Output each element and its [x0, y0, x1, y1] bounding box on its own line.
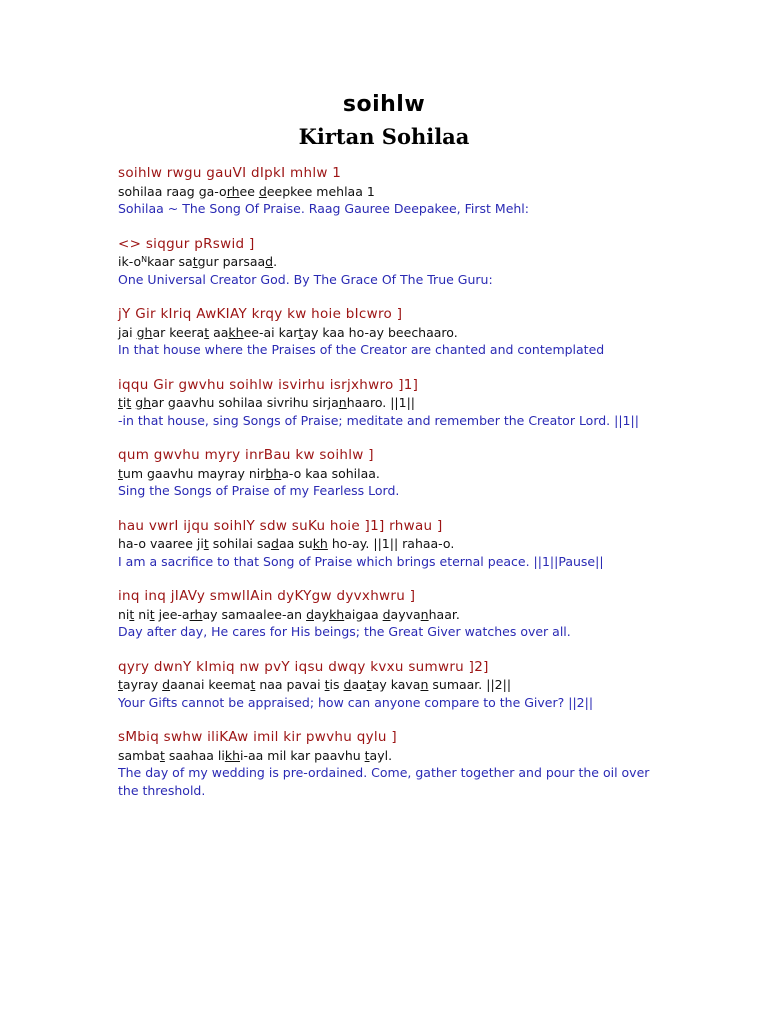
- translation-line: The day of my wedding is pre-ordained. Come, gather together and pour the oil over the threshold.: [118, 765, 650, 798]
- translation-line: In that house where the Praises of the Creator are chanted and contemplated: [118, 342, 605, 357]
- page-title-gurmukhi: soihlw: [342, 92, 426, 117]
- verse-block: [118, 236, 663, 289]
- verse-block: [118, 729, 663, 799]
- transliteration-line: $ik-o^Nkaar$ satgur parsaad.: [118, 254, 278, 269]
- verse-block: [118, 588, 663, 641]
- verse-block: [118, 165, 663, 218]
- transliteration-line: tum gaavhu mayray nirbha-o kaa sohilaa.: [118, 465, 380, 481]
- translation-line: Your Gifts cannot be appraised; how can anyone compare to the Giver? ||2||: [118, 694, 594, 710]
- transliteration-line: nit nit jee-arhay samaalee-an daykhaigaa dayvanhaar.: [118, 606, 460, 622]
- verse-block: [118, 518, 663, 571]
- transliteration-line: jai ghar keerat aakhee-ai kartay kaa ho-ay beechaaro.: [118, 324, 458, 340]
- gurmukhi-line: soihlw rwgu gauVI dIpkI mhlw 1: [118, 165, 342, 181]
- transliteration-line: sohilaa raag ga-orhee deepkee mehlaa 1: [118, 183, 375, 199]
- translation-line: I am a sacrifice to that Song of Praise which brings eternal peace. ||1||Pause||: [118, 553, 604, 569]
- translation-line: -in that house, sing Songs of Praise; meditate and remember the Creator Lord. ||1||: [118, 412, 639, 428]
- translation-line: Day after day, He cares for His beings; the Great Giver watches over all.: [118, 624, 571, 639]
- verse-block: [118, 659, 663, 712]
- gurmukhi-line: inq inq jIAVy smwlIAin dyKYgw dyvxhwru ]: [118, 588, 416, 604]
- gurmukhi-line: qyry dwnY kImiq nw pvY iqsu dwqy kvxu sumwru ]2]: [118, 658, 489, 675]
- page-title: Kirtan Sohilaa: [298, 124, 470, 149]
- transliteration-line: ha-o vaaree jit sohilai sadaa sukh ho-ay. ||1|| rahaa-o.: [118, 536, 455, 551]
- gurmukhi-line: jY Gir kIriq AwKIAY krqy kw hoie bIcwro ]: [118, 306, 403, 322]
- translation-line: One Universal Creator God. By The Grace Of The True Guru:: [118, 271, 493, 287]
- verse-block: [118, 306, 663, 359]
- gurmukhi-line: <> siqgur pRswid ]: [118, 235, 255, 252]
- gurmukhi-line: iqqu Gir gwvhu soihlw isvirhu isrjxhwro ]1]: [118, 376, 419, 393]
- transliteration-line: sambat saahaa likhi-aa mil kar paavhu tayl.: [118, 747, 393, 763]
- translation-line: Sohilaa ~ The Song Of Praise. Raag Gauree Deepakee, First Mehl:: [118, 201, 529, 216]
- translation-line: Sing the Songs of Praise of my Fearless Lord.: [118, 483, 400, 498]
- gurmukhi-line: sMbiq swhw iliKAw imil kir pwvhu qylu ]: [118, 729, 397, 745]
- transliteration-line: tayray daanai keemat naa pavai tis daatay kavan sumaar. ||2||: [118, 677, 512, 692]
- gurmukhi-line: qum gwvhu myry inrBau kw soihlw ]: [118, 447, 374, 463]
- verse-block: [118, 447, 663, 500]
- transliteration-line: tit ghar gaavhu sohilaa sivrihu sirjanhaaro. ||1||: [118, 395, 415, 410]
- verse-block: [118, 377, 663, 430]
- gurmukhi-line: hau vwrI ijqu soihlY sdw suKu hoie ]1] rhwau ]: [118, 517, 443, 534]
- verse-list: [118, 165, 663, 817]
